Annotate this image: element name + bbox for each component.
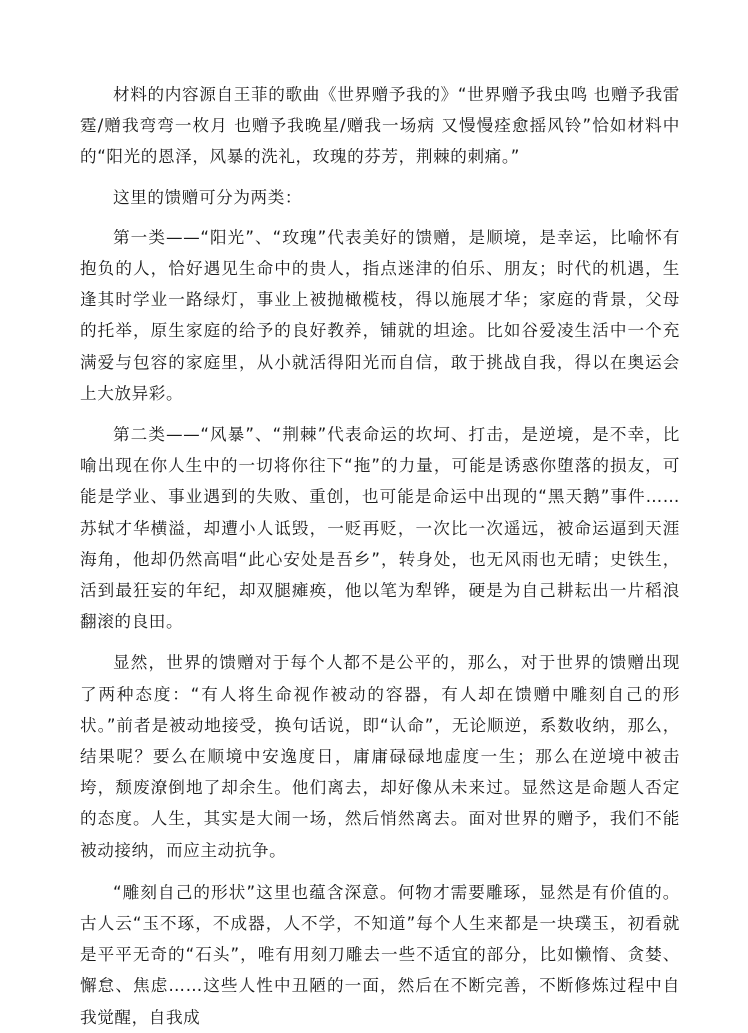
paragraph-carving-shape: “雕刻自己的形状”这里也蕴含深意。何物才需要雕琢，显然是有价值的。古人云“玉不琢，不成器，人不学，不知道”每个人生来都是一块璞玉，初看就是平平无奇的“石头”，唯有用刻刀雕去一些不适宜的部分，比如懒惰、贪婪、懈怠、焦虑……这些人性中丑陋的一面，然后在不断完善，不断修炼过程中自我觉醒，自我成 xyxy=(80,882,680,1027)
paragraph-first-type: 第一类——“阳光”、“玫瑰”代表美好的馈赠，是顺境，是幸运，比喻怀有抱负的人，恰好遇见生命中的贵人，指点迷津的伯乐、朋友；时代的机遇，生逢其时学业一路绿灯，事业上被抛橄榄枝，得以施展才华；家庭的背景，父母的托举，原生家庭的给予的良好教养，铺就的坦途。比如谷爱凌生活中一个充满爱与包容的家庭里，从小就活得阳光而自信，敢于挑战自我，得以在奥运会上大放异彩。 xyxy=(80,227,680,403)
paragraph-source-material: 材料的内容源自王菲的歌曲《世界赠予我的》“世界赠予我虫鸣 也赠予我雷霆/赠我弯弯一枚月 也赠予我晚星/赠我一场病 又慢慢痊愈摇风铃”恰如材料中的“阳光的恩泽，风暴的洗礼，玫瑰的芬芳，荆棘的刺痛。” xyxy=(80,85,680,167)
essay-body xyxy=(80,79,680,1033)
paragraph-two-types-intro: 这里的馈赠可分为两类： xyxy=(113,187,303,207)
paragraph-second-type: 第二类——“风暴”、“荆棘”代表命运的坎坷、打击，是逆境，是不幸，比喻出现在你人生中的一切将你往下“拖”的力量，可能是诱惑你堕落的损友，可能是学业、事业遇到的失败、重创，也可能是命运中出现的“黑天鹅”事件……苏轼才华横溢，却遭小人诋毁，一贬再贬，一次比一次遥远，被命运逼到天涯海角，他却仍然高唱“此心安处是吾乡”，转身处，也无风雨也无晴；史铁生，活到最狂妄的年纪，却双腿瘫痪，他以笔为犁铧，硬是为自己耕耘出一片稻浪翻滚的良田。 xyxy=(80,425,680,632)
paragraph-two-attitudes: 显然，世界的馈赠对于每个人都不是公平的，那么，对于世界的馈赠出现了两种态度：“有人将生命视作被动的容器，有人却在馈赠中雕刻自己的形状。”前者是被动地接受，换句话说，即“认命”，无论顺逆，系数收纳，那么，结果呢？要么在顺境中安逸度日，庸庸碌碌地虚度一生；那么在逆境中被击垮，颓废潦倒地了却余生。他们离去，却好像从未来过。显然这是命题人否定的态度。人生，其实是大闹一场，然后悄然离去。面对世界的赠予，我们不能被动接纳，而应主动抗争。 xyxy=(80,653,680,860)
